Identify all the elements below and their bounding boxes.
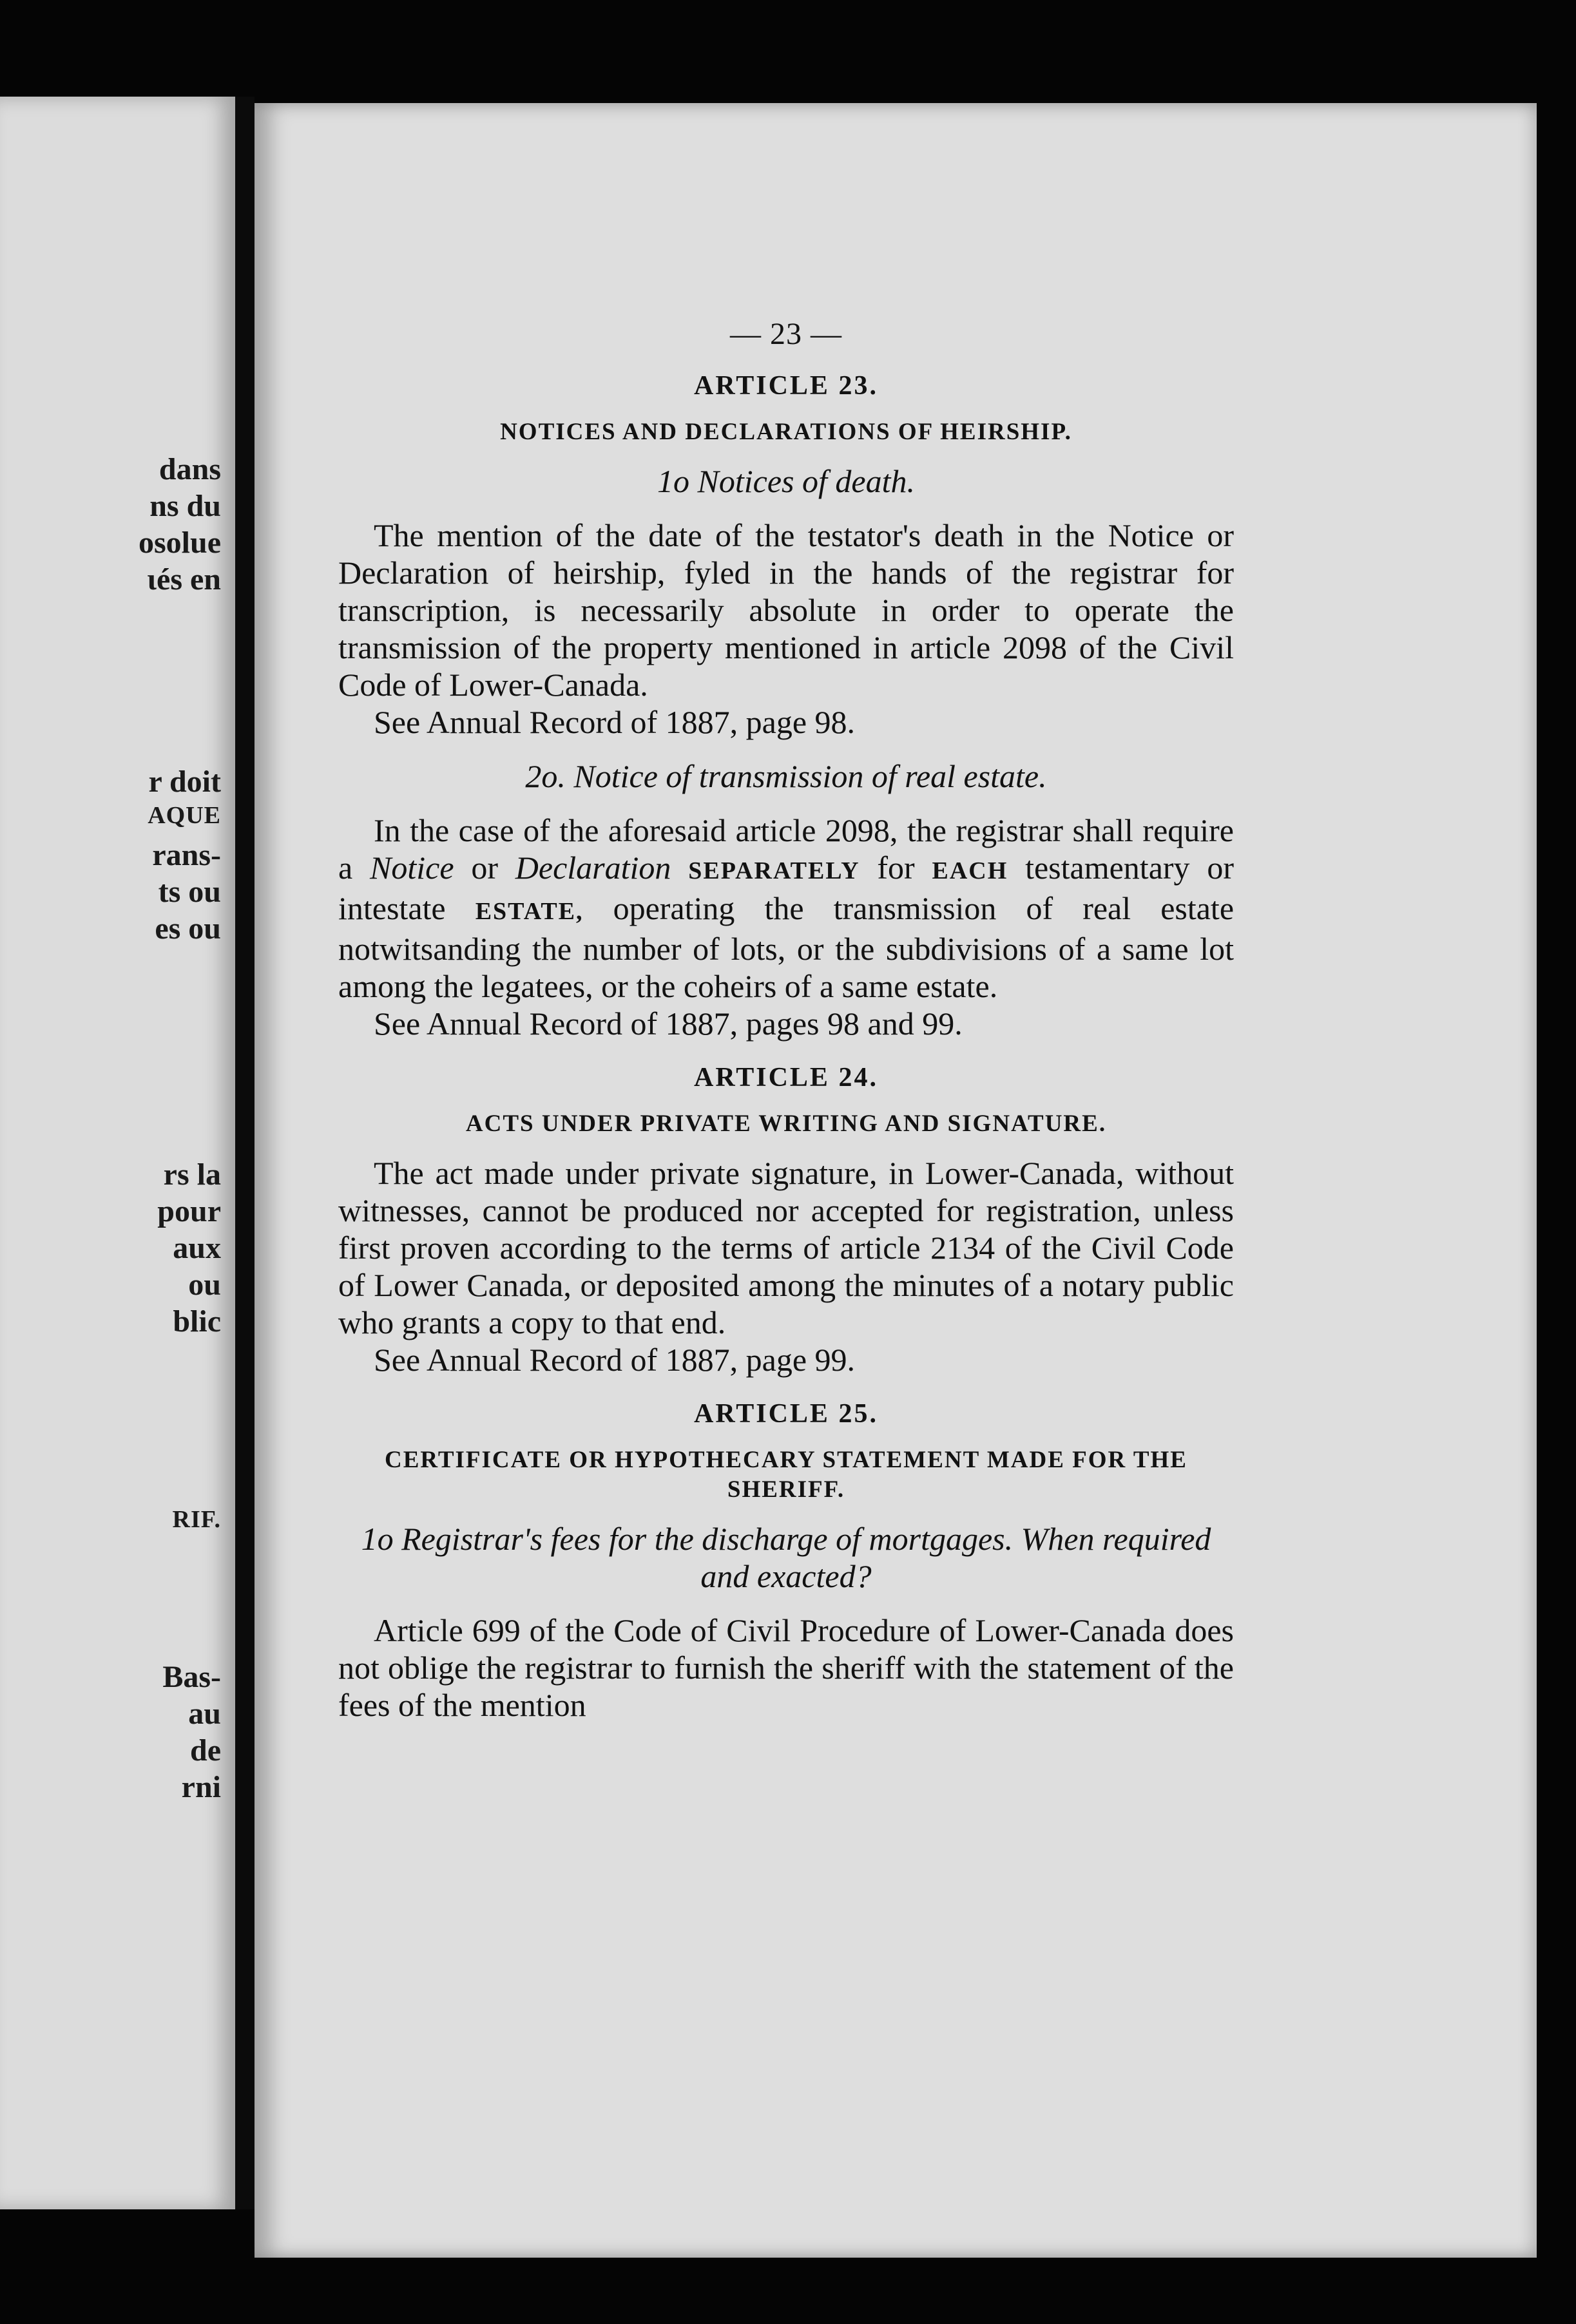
left-page-edge bbox=[0, 97, 235, 2209]
left-page-fragment: es ou bbox=[155, 911, 221, 946]
book-gutter bbox=[235, 97, 255, 2209]
article-23-subheading-1: 1o Notices of death. bbox=[657, 463, 915, 499]
article-23-paragraph-2: In the case of the aforesaid article 2098, the registrar shall require a Notice or Declaration SEPARATELY for EACH testamentary or intestate ESTATE, operating the transmission of real estate notwitsanding the number of lots, or the subdivisions of a same lot among the legatees, or the coheirs of a same estate. bbox=[338, 812, 1235, 1004]
article-24-reference: See Annual Record of 1887, page 99. bbox=[374, 1342, 856, 1378]
article-23-heading: ARTICLE 23. bbox=[694, 371, 878, 401]
article-24-section-title: ACTS UNDER PRIVATE WRITING AND SIGNATURE. bbox=[465, 1110, 1107, 1137]
article-24-heading: ARTICLE 24. bbox=[694, 1063, 878, 1092]
article-25-heading: ARTICLE 25. bbox=[694, 1399, 878, 1429]
left-page-fragment: rans- bbox=[152, 838, 221, 872]
left-page-fragment: RIF. bbox=[172, 1506, 221, 1533]
article-23-reference-1: See Annual Record of 1887, page 98. bbox=[374, 704, 856, 740]
article-23-reference-2: See Annual Record of 1887, pages 98 and 99. bbox=[374, 1005, 963, 1042]
left-page-fragment: ιés en bbox=[147, 562, 221, 596]
left-page-fragment: pour bbox=[157, 1194, 221, 1228]
left-page-fragment: aux bbox=[173, 1231, 221, 1265]
left-page-fragment: au bbox=[188, 1697, 221, 1731]
left-page-fragment: r doit bbox=[148, 765, 221, 799]
article-24-paragraph: The act made under private signature, in Lower-Canada, without witnesses, cannot be produced nor accepted for registration, unless first proven according to the terms of article 2134 of the Civil Code of Lower Canada, or deposited among the minutes of a notary public who grants a copy to that end. bbox=[338, 1155, 1234, 1340]
left-page-fragment: blic bbox=[173, 1304, 221, 1338]
right-page bbox=[255, 103, 1537, 2258]
left-page-fragment: AQUE bbox=[148, 802, 221, 829]
article-23-section-title: NOTICES AND DECLARATIONS OF HEIRSHIP. bbox=[500, 419, 1072, 445]
article-25-paragraph: Article 699 of the Code of Civil Procedure of Lower-Canada does not oblige the registrar to furnish the sheriff with the statement of the fees of the mention bbox=[338, 1612, 1234, 1723]
left-page-fragment: dans bbox=[159, 452, 221, 486]
page-content bbox=[338, 316, 1234, 1724]
left-page-fragment: de bbox=[190, 1733, 221, 1767]
left-page-fragment: ns du bbox=[149, 489, 221, 523]
article-25-section-title: CERTIFICATE OR HYPOTHECARY STATEMENT MADE FOR THE SHERIFF. bbox=[385, 1447, 1187, 1503]
left-page-fragment: ts ou bbox=[158, 875, 221, 909]
page-number: — 23 — bbox=[730, 317, 842, 351]
left-page-fragment: osolue bbox=[138, 526, 221, 560]
left-page-fragment: rni bbox=[181, 1770, 221, 1804]
article-23-subheading-2: 2o. Notice of transmission of real estate. bbox=[525, 758, 1047, 794]
left-page-fragment: Bas- bbox=[162, 1660, 221, 1694]
left-page-fragment: rs la bbox=[163, 1157, 221, 1192]
article-23-paragraph-1: The mention of the date of the testator's death in the Notice or Declaration of heirship, fyled in the hands of the registrar for transcription, is necessarily absolute in order to operate the transmission of the property mentioned in article 2098 of the Civil Code of Lower-Canada. bbox=[338, 517, 1234, 703]
article-25-subheading-1: 1o Registrar's fees for the discharge of mortgages. When required and exacted? bbox=[361, 1521, 1211, 1594]
left-page-fragment: ou bbox=[188, 1268, 221, 1302]
